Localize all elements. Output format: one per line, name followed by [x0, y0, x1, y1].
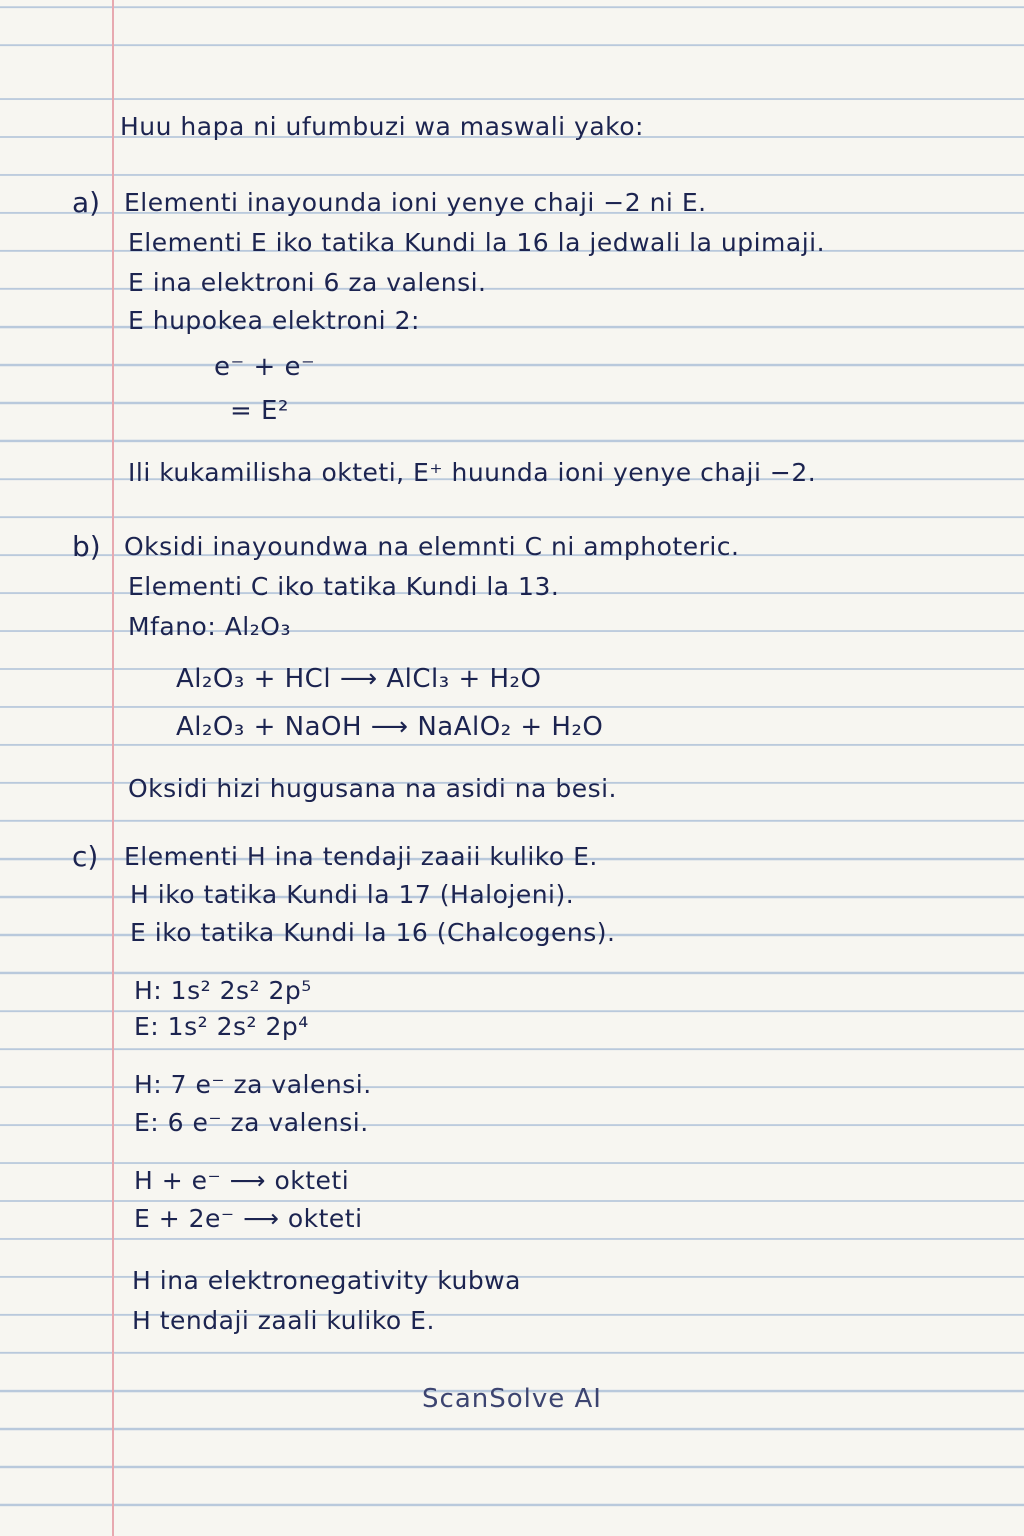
part-a-line: Elementi E iko tatika Kundi la 16 la jedwali la upimaji. — [128, 228, 826, 257]
footer-brand: ScanSolve AI — [422, 1384, 602, 1414]
part-a-equation: e⁻ + e⁻ — [214, 352, 316, 382]
part-c-line: H tendaji zaali kuliko E. — [132, 1306, 435, 1335]
part-c-line: E iko tatika Kundi la 16 (Chalcogens). — [130, 918, 616, 947]
intro-line: Huu hapa ni ufumbuzi wa maswali yako: — [120, 112, 644, 141]
part-c-label: c) — [72, 840, 99, 873]
part-b-line: Elementi C iko tatika Kundi la 13. — [128, 572, 560, 601]
part-b-line: Oksidi inayoundwa na elemnti C ni amphoteric. — [124, 532, 740, 561]
part-c-config: E: 1s² 2s² 2p⁴ — [134, 1012, 309, 1041]
part-c-equation: H + e⁻ ⟶ okteti — [134, 1166, 350, 1195]
part-c-equation: E + 2e⁻ ⟶ okteti — [134, 1204, 363, 1233]
part-a-equation: = E² — [230, 396, 289, 426]
part-c-line: E: 6 e⁻ za valensi. — [134, 1108, 369, 1137]
part-a-line: Ili kukamilisha okteti, E⁺ huunda ioni yenye chaji −2. — [128, 458, 817, 487]
part-b-line: Mfano: Al₂O₃ — [128, 612, 291, 641]
part-b-equation: Al₂O₃ + HCl ⟶ AlCl₃ + H₂O — [176, 664, 542, 694]
part-c-line: H iko tatika Kundi la 17 (Halojeni). — [130, 880, 575, 909]
part-c-config: H: 1s² 2s² 2p⁵ — [134, 976, 312, 1005]
part-a-label: a) — [72, 186, 101, 219]
part-a-line: E hupokea elektroni 2: — [128, 306, 420, 335]
part-c-line: Elementi H ina tendaji zaaii kuliko E. — [124, 842, 598, 871]
part-b-label: b) — [72, 530, 101, 563]
part-a-line: E ina elektroni 6 za valensi. — [128, 268, 487, 297]
part-c-line: H ina elektronegativity kubwa — [132, 1266, 521, 1295]
part-c-line: H: 7 e⁻ za valensi. — [134, 1070, 372, 1099]
margin-line — [112, 0, 114, 1536]
part-b-line: Oksidi hizi hugusana na asidi na besi. — [128, 774, 617, 803]
part-b-equation: Al₂O₃ + NaOH ⟶ NaAlO₂ + H₂O — [176, 712, 604, 742]
part-a-line: Elementi inayounda ioni yenye chaji −2 ni E. — [124, 188, 707, 217]
